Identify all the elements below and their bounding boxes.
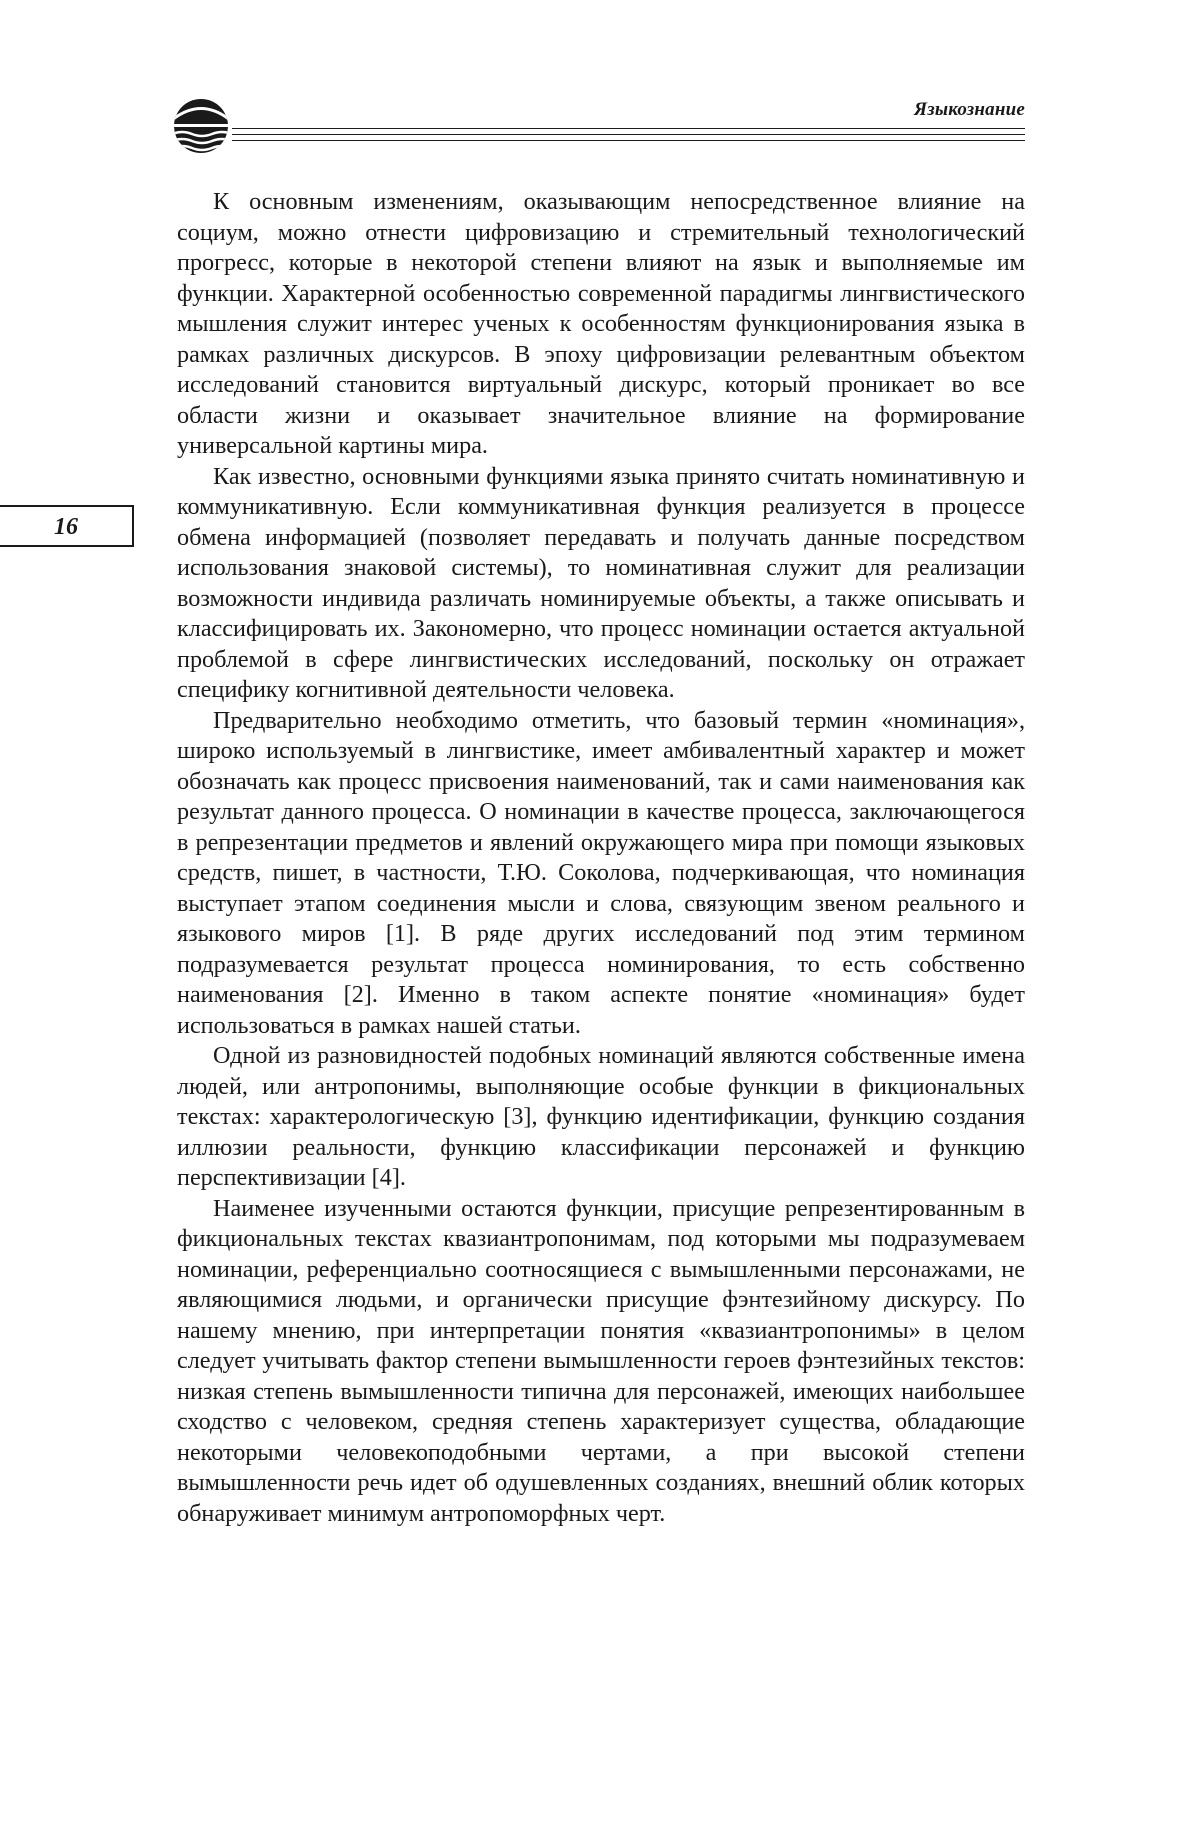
paragraph: Одной из разновидностей подобных номинаций являются собственные имена людей, или антропонимы, выполняющие особые функции в фикциональных текстах: характерологическую [3], функцию идентификации, функцию создания иллюзии реальности, функцию классификации персонажей и функцию перспективизации [4]. bbox=[177, 1042, 1025, 1191]
paragraph: Наименее изученными остаются функции, присущие репрезентированным в фикциональных текстах квазиантропонимам, под которыми мы подразумеваем номинации, референциально соотносящиеся с вымышленными персонажами, не являющимися людьми, и органически присущие фэнтезийному дискурсу. По нашему мнению, при интерпретации понятия «квазиантропонимы» в целом следует учитывать фактор степени вымышленности героев фэнтезийных текстов: низкая степень вымышленности типична для персонажей, имеющих наибольшее сходство с человеком, средняя степень характеризует существа, обладающие некоторыми человекоподобными чертами, а при высокой степени вымышленности речь идет об одушевленных созданиях, внешний облик которых обнаруживает минимум антропоморфных черт. bbox=[177, 1194, 1025, 1527]
header-rule bbox=[232, 128, 1025, 129]
page-number: 16 bbox=[0, 505, 134, 547]
paragraph: Предварительно необходимо отметить, что базовый термин «номинация», широко используемый в лингвистике, имеет амбивалентный характер и может обозначать как процесс присвоения наименований, так и сами наименования как результат данного процесса. О номинации в качестве процесса, заключающегося в репрезентации предметов и явлений окружающего мира при помощи языковых средств, пишет, в частности, Т.Ю. Соколова, подчеркивающая, что номинация выступает этапом соединения мысли и слова, связующим звеном реального и языкового миров [1]. В ряде других исследований под этим термином подразумевается результат процесса номинирования, то есть собственно наименования [2]. Именно в таком аспекте понятие «номинация» будет использоваться в рамках нашей статьи. bbox=[177, 706, 1025, 1039]
paragraph: Как известно, основными функциями языка принято считать номинативную и коммуникативную. Если коммуникативная функция реализуется в процессе обмена информацией (позволяет передавать и получать данные посредством использования знаковой системы), то номинативная служит для реализации возможности индивида различать номинируемые объекты, а также описывать и классифицировать их. Закономерно, что процесс номинации остается актуальной проблемой в сфере лингвистических исследований, поскольку он отражает специфику когнитивной деятельности человека. bbox=[177, 462, 1025, 703]
header-rule bbox=[232, 134, 1025, 135]
paragraph: К основным изменениям, оказывающим непосредственное влияние на социум, можно отнести цифровизацию и стремительный технологический прогресс, которые в некоторой степени влияют на язык и выполняемые им функции. Характерной особенностью современной парадигмы лингвистического мышления служит интерес ученых к особенностям функционирования языка в рамках различных дискурсов. В эпоху цифровизации релевантным объектом исследований становится виртуальный дискурс, который проникает во все области жизни и оказывает значительное влияние на формирование универсальной картины мира. bbox=[177, 188, 1025, 459]
page-header bbox=[170, 95, 1025, 155]
article-body bbox=[177, 187, 1025, 1529]
journal-logo-icon bbox=[170, 95, 236, 161]
section-title: Языкознание bbox=[913, 99, 1025, 120]
header-rule bbox=[232, 140, 1025, 141]
